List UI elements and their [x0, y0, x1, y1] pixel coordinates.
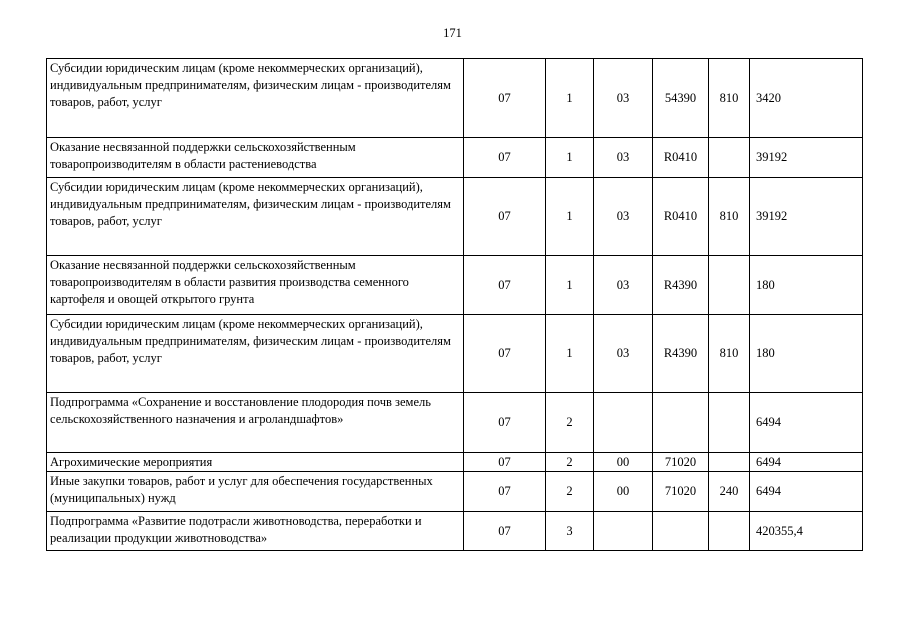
row-main-event [594, 512, 653, 551]
row-amount: 6494 [750, 472, 863, 512]
row-direction: R0410 [653, 178, 709, 256]
budget-table [46, 58, 863, 551]
row-section: 07 [464, 472, 546, 512]
table-row [47, 178, 863, 256]
table-row [47, 512, 863, 551]
row-main-event: 00 [594, 453, 653, 472]
row-direction: R4390 [653, 256, 709, 315]
row-subprogram: 2 [546, 393, 594, 453]
table-row [47, 315, 863, 393]
row-name: Подпрограмма «Сохранение и восстановление плодородия почв земель сельскохозяйственного назначения и агроландшафтов» [47, 393, 464, 453]
row-expense-type: 240 [709, 472, 750, 512]
row-amount: 6494 [750, 393, 863, 453]
row-direction: R0410 [653, 138, 709, 178]
table-row [47, 453, 863, 472]
row-main-event: 03 [594, 256, 653, 315]
table-row [47, 256, 863, 315]
row-section: 07 [464, 256, 546, 315]
row-amount: 420355,4 [750, 512, 863, 551]
row-direction: 71020 [653, 472, 709, 512]
table-row [47, 138, 863, 178]
row-subprogram: 2 [546, 472, 594, 512]
row-main-event: 03 [594, 59, 653, 138]
row-subprogram: 1 [546, 59, 594, 138]
row-subprogram: 2 [546, 453, 594, 472]
row-section: 07 [464, 178, 546, 256]
row-main-event: 03 [594, 178, 653, 256]
row-name: Иные закупки товаров, работ и услуг для обеспечения государственных (муниципальных) нужд [47, 472, 464, 512]
row-name: Субсидии юридическим лицам (кроме некоммерческих организаций), индивидуальным предпринимателям, физическим лицам - производителям товаров, работ, услуг [47, 59, 464, 138]
row-main-event: 03 [594, 315, 653, 393]
row-name: Оказание несвязанной поддержки сельскохозяйственным товаропроизводителям в области растениеводства [47, 138, 464, 178]
row-amount: 6494 [750, 453, 863, 472]
row-section: 07 [464, 512, 546, 551]
row-name: Подпрограмма «Развитие подотрасли животноводства, переработки и реализации продукции животноводства» [47, 512, 464, 551]
row-expense-type: 810 [709, 315, 750, 393]
row-subprogram: 1 [546, 256, 594, 315]
row-amount: 180 [750, 315, 863, 393]
row-expense-type: 810 [709, 178, 750, 256]
row-subprogram: 1 [546, 315, 594, 393]
row-subprogram: 3 [546, 512, 594, 551]
row-direction: 54390 [653, 59, 709, 138]
row-section: 07 [464, 315, 546, 393]
row-name: Оказание несвязанной поддержки сельскохозяйственным товаропроизводителям в области развития производства семенного картофеля и овощей открытого грунта [47, 256, 464, 315]
row-main-event: 03 [594, 138, 653, 178]
row-section: 07 [464, 138, 546, 178]
row-direction [653, 393, 709, 453]
row-expense-type [709, 453, 750, 472]
row-expense-type [709, 512, 750, 551]
row-main-event [594, 393, 653, 453]
table-row [47, 472, 863, 512]
row-subprogram: 1 [546, 178, 594, 256]
row-section: 07 [464, 393, 546, 453]
row-name: Агрохимические мероприятия [47, 453, 464, 472]
table-row [47, 393, 863, 453]
row-name: Субсидии юридическим лицам (кроме некоммерческих организаций), индивидуальным предпринимателям, физическим лицам - производителям товаров, работ, услуг [47, 315, 464, 393]
row-amount: 3420 [750, 59, 863, 138]
row-main-event: 00 [594, 472, 653, 512]
row-expense-type: 810 [709, 59, 750, 138]
row-expense-type [709, 256, 750, 315]
row-expense-type [709, 393, 750, 453]
table-row [47, 59, 863, 138]
page-number: 171 [443, 26, 462, 40]
row-direction [653, 512, 709, 551]
row-amount: 180 [750, 256, 863, 315]
row-amount: 39192 [750, 138, 863, 178]
row-section: 07 [464, 59, 546, 138]
row-amount: 39192 [750, 178, 863, 256]
row-subprogram: 1 [546, 138, 594, 178]
row-expense-type [709, 138, 750, 178]
row-section: 07 [464, 453, 546, 472]
row-direction: R4390 [653, 315, 709, 393]
row-direction: 71020 [653, 453, 709, 472]
row-name: Субсидии юридическим лицам (кроме некоммерческих организаций), индивидуальным предпринимателям, физическим лицам - производителям товаров, работ, услуг [47, 178, 464, 256]
